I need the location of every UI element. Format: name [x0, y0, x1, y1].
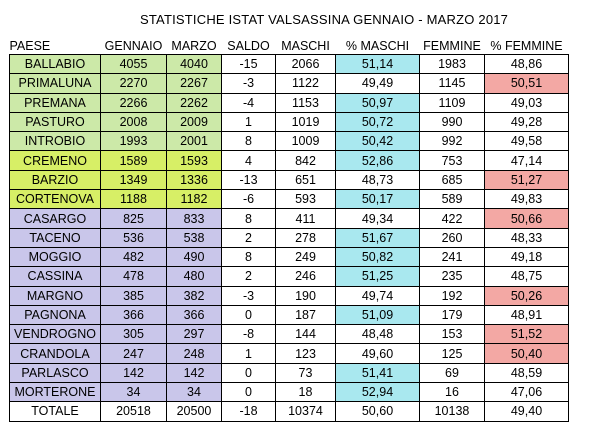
cell-pct-maschi: 49,34 — [336, 209, 420, 228]
cell-saldo: 1 — [222, 112, 276, 131]
cell-paese: CRANDOLA — [10, 344, 101, 363]
cell-saldo: -13 — [222, 170, 276, 189]
cell-gennaio: 2270 — [101, 74, 167, 93]
cell-femmine: 992 — [420, 132, 485, 151]
cell-maschi: 411 — [276, 209, 336, 228]
cell-pct-maschi: 49,60 — [336, 344, 420, 363]
cell-pct-maschi: 51,14 — [336, 55, 420, 74]
cell-gennaio: 1589 — [101, 151, 167, 170]
cell-saldo: 0 — [222, 383, 276, 402]
cell-maschi: 1153 — [276, 93, 336, 112]
cell-maschi: 73 — [276, 363, 336, 382]
page-title: STATISTICHE ISTAT VALSASSINA GENNAIO - MARZO 2017 — [140, 12, 509, 27]
cell-marzo: 142 — [167, 363, 222, 382]
cell-paese: BALLABIO — [10, 55, 101, 74]
cell-maschi: 1122 — [276, 74, 336, 93]
cell-saldo: 1 — [222, 344, 276, 363]
cell-paese: CREMENO — [10, 151, 101, 170]
cell-gennaio: 482 — [101, 247, 167, 266]
cell-gennaio: 142 — [101, 363, 167, 382]
cell-maschi: 187 — [276, 305, 336, 324]
table-row — [10, 209, 569, 228]
cell-marzo: 2262 — [167, 93, 222, 112]
cell-femmine: 69 — [420, 363, 485, 382]
cell-paese: MORTERONE — [10, 383, 101, 402]
cell-marzo: 2267 — [167, 74, 222, 93]
cell-pct-femmine: 49,83 — [485, 190, 569, 209]
cell-paese: PREMANA — [10, 93, 101, 112]
header-marzo: MARZO — [171, 38, 217, 53]
cell-maschi: 2066 — [276, 55, 336, 74]
cell-pct-femmine: 49,28 — [485, 112, 569, 131]
table-row — [10, 363, 569, 382]
cell-pct-femmine: 48,33 — [485, 228, 569, 247]
cell-pct-maschi: 51,41 — [336, 363, 420, 382]
cell-paese: TACENO — [10, 228, 101, 247]
table-body — [10, 55, 569, 402]
cell-gennaio: 478 — [101, 267, 167, 286]
cell-gennaio: 2008 — [101, 112, 167, 131]
cell-femmine: 241 — [420, 247, 485, 266]
cell-gennaio: 536 — [101, 228, 167, 247]
cell-gennaio: 4055 — [101, 55, 167, 74]
cell-maschi: 249 — [276, 247, 336, 266]
header-gennaio: GENNAIO — [104, 38, 163, 53]
total-paese: TOTALE — [10, 402, 101, 421]
table-row — [10, 305, 569, 324]
cell-pct-maschi: 49,74 — [336, 286, 420, 305]
cell-gennaio: 1993 — [101, 132, 167, 151]
table-row — [10, 325, 569, 344]
cell-pct-maschi: 50,17 — [336, 190, 420, 209]
header-paese: PAESE — [9, 38, 51, 53]
cell-pct-maschi: 51,25 — [336, 267, 420, 286]
cell-pct-maschi: 50,42 — [336, 132, 420, 151]
cell-marzo: 4040 — [167, 55, 222, 74]
cell-femmine: 589 — [420, 190, 485, 209]
cell-marzo: 480 — [167, 267, 222, 286]
total-gennaio: 20518 — [101, 402, 167, 421]
cell-femmine: 753 — [420, 151, 485, 170]
table-row — [10, 151, 569, 170]
cell-pct-maschi: 50,82 — [336, 247, 420, 266]
cell-paese: PAGNONA — [10, 305, 101, 324]
total-marzo: 20500 — [167, 402, 222, 421]
cell-paese: BARZIO — [10, 170, 101, 189]
cell-saldo: 2 — [222, 267, 276, 286]
cell-paese: PRIMALUNA — [10, 74, 101, 93]
cell-pct-femmine: 51,27 — [485, 170, 569, 189]
cell-pct-femmine: 50,40 — [485, 344, 569, 363]
cell-marzo: 382 — [167, 286, 222, 305]
cell-saldo: 8 — [222, 209, 276, 228]
cell-pct-femmine: 47,06 — [485, 383, 569, 402]
cell-pct-maschi: 52,86 — [336, 151, 420, 170]
table-row — [10, 112, 569, 131]
header-saldo: SALDO — [227, 38, 270, 53]
cell-gennaio: 1349 — [101, 170, 167, 189]
total-femmine: 10138 — [420, 402, 485, 421]
table-row — [10, 383, 569, 402]
cell-gennaio: 2266 — [101, 93, 167, 112]
cell-saldo: 8 — [222, 132, 276, 151]
cell-femmine: 192 — [420, 286, 485, 305]
table-row — [10, 344, 569, 363]
cell-marzo: 1593 — [167, 151, 222, 170]
cell-pct-femmine: 48,75 — [485, 267, 569, 286]
cell-femmine: 1145 — [420, 74, 485, 93]
table-row — [10, 74, 569, 93]
cell-marzo: 2001 — [167, 132, 222, 151]
cell-paese: PARLASCO — [10, 363, 101, 382]
total-saldo: -18 — [222, 402, 276, 421]
table-row — [10, 132, 569, 151]
cell-pct-maschi: 48,48 — [336, 325, 420, 344]
cell-paese: CASARGO — [10, 209, 101, 228]
cell-maschi: 190 — [276, 286, 336, 305]
cell-saldo: -8 — [222, 325, 276, 344]
cell-saldo: -3 — [222, 286, 276, 305]
cell-marzo: 366 — [167, 305, 222, 324]
cell-saldo: 0 — [222, 305, 276, 324]
cell-maschi: 651 — [276, 170, 336, 189]
cell-pct-maschi: 50,72 — [336, 112, 420, 131]
cell-pct-maschi: 51,67 — [336, 228, 420, 247]
cell-maschi: 246 — [276, 267, 336, 286]
cell-maschi: 123 — [276, 344, 336, 363]
cell-femmine: 179 — [420, 305, 485, 324]
cell-pct-femmine: 51,52 — [485, 325, 569, 344]
cell-marzo: 1182 — [167, 190, 222, 209]
header-row — [10, 37, 569, 55]
cell-pct-femmine: 49,18 — [485, 247, 569, 266]
cell-saldo: 8 — [222, 247, 276, 266]
cell-marzo: 1336 — [167, 170, 222, 189]
total-maschi: 10374 — [276, 402, 336, 421]
cell-femmine: 16 — [420, 383, 485, 402]
table-row — [10, 247, 569, 266]
cell-saldo: -15 — [222, 55, 276, 74]
cell-pct-femmine: 50,26 — [485, 286, 569, 305]
cell-femmine: 260 — [420, 228, 485, 247]
cell-gennaio: 366 — [101, 305, 167, 324]
cell-pct-femmine: 48,91 — [485, 305, 569, 324]
header-femmine: FEMMINE — [423, 38, 481, 53]
cell-gennaio: 247 — [101, 344, 167, 363]
header-pct-maschi: % MASCHI — [345, 38, 410, 53]
cell-marzo: 297 — [167, 325, 222, 344]
cell-maschi: 593 — [276, 190, 336, 209]
header-pct-femmine: % FEMMINE — [490, 38, 563, 53]
cell-marzo: 490 — [167, 247, 222, 266]
cell-gennaio: 1188 — [101, 190, 167, 209]
total-row — [10, 402, 569, 421]
cell-gennaio: 825 — [101, 209, 167, 228]
cell-maschi: 278 — [276, 228, 336, 247]
cell-femmine: 1983 — [420, 55, 485, 74]
cell-saldo: 2 — [222, 228, 276, 247]
cell-maschi: 1009 — [276, 132, 336, 151]
cell-marzo: 34 — [167, 383, 222, 402]
cell-femmine: 1109 — [420, 93, 485, 112]
cell-pct-femmine: 50,51 — [485, 74, 569, 93]
cell-pct-maschi: 50,97 — [336, 93, 420, 112]
cell-paese: VENDROGNO — [10, 325, 101, 344]
cell-pct-femmine: 47,14 — [485, 151, 569, 170]
cell-pct-maschi: 48,73 — [336, 170, 420, 189]
total-pct-maschi: 50,60 — [336, 402, 420, 421]
cell-femmine: 422 — [420, 209, 485, 228]
cell-pct-femmine: 48,59 — [485, 363, 569, 382]
cell-maschi: 18 — [276, 383, 336, 402]
table-row — [10, 228, 569, 247]
table-row — [10, 93, 569, 112]
total-pct-femmine: 49,40 — [485, 402, 569, 421]
cell-pct-maschi: 51,09 — [336, 305, 420, 324]
cell-pct-femmine: 48,86 — [485, 55, 569, 74]
cell-pct-maschi: 49,49 — [336, 74, 420, 93]
cell-paese: INTROBIO — [10, 132, 101, 151]
cell-saldo: 0 — [222, 363, 276, 382]
cell-marzo: 2009 — [167, 112, 222, 131]
cell-paese: PASTURO — [10, 112, 101, 131]
header-maschi: MASCHI — [281, 38, 330, 53]
cell-saldo: -3 — [222, 74, 276, 93]
table-row — [10, 55, 569, 74]
cell-saldo: -6 — [222, 190, 276, 209]
cell-paese: MARGNO — [10, 286, 101, 305]
table-row — [10, 267, 569, 286]
cell-saldo: -4 — [222, 93, 276, 112]
cell-maschi: 1019 — [276, 112, 336, 131]
cell-saldo: 4 — [222, 151, 276, 170]
cell-marzo: 833 — [167, 209, 222, 228]
cell-marzo: 538 — [167, 228, 222, 247]
cell-pct-femmine: 50,66 — [485, 209, 569, 228]
cell-paese: CASSINA — [10, 267, 101, 286]
cell-gennaio: 385 — [101, 286, 167, 305]
cell-femmine: 125 — [420, 344, 485, 363]
cell-maschi: 144 — [276, 325, 336, 344]
cell-gennaio: 305 — [101, 325, 167, 344]
cell-gennaio: 34 — [101, 383, 167, 402]
cell-paese: MOGGIO — [10, 247, 101, 266]
cell-femmine: 990 — [420, 112, 485, 131]
istat-table — [9, 37, 569, 422]
cell-femmine: 235 — [420, 267, 485, 286]
cell-pct-femmine: 49,03 — [485, 93, 569, 112]
table-row — [10, 286, 569, 305]
cell-pct-femmine: 49,58 — [485, 132, 569, 151]
cell-maschi: 842 — [276, 151, 336, 170]
cell-femmine: 685 — [420, 170, 485, 189]
cell-marzo: 248 — [167, 344, 222, 363]
table-row — [10, 190, 569, 209]
cell-pct-maschi: 52,94 — [336, 383, 420, 402]
cell-femmine: 153 — [420, 325, 485, 344]
table-row — [10, 170, 569, 189]
cell-paese: CORTENOVA — [10, 190, 101, 209]
